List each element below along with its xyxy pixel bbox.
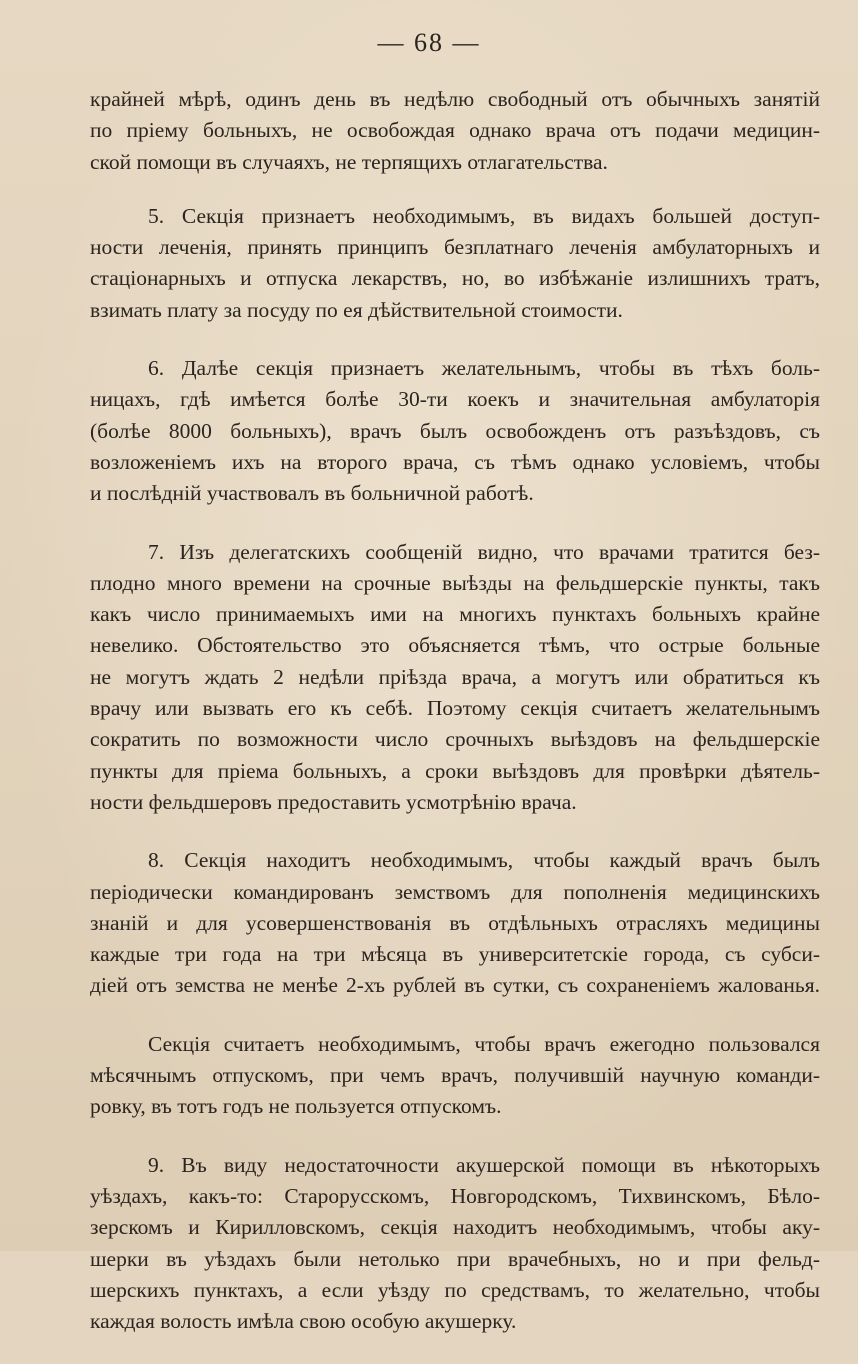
document-body — [90, 84, 820, 1364]
text-line: и послѣдній участвовалъ въ больничной работѣ. — [90, 481, 534, 506]
text-line: зерскомъ и Кирилловскомъ, секція находитъ необходимымъ, чтобы аку- — [90, 1215, 820, 1240]
paragraph-continuation — [90, 84, 820, 178]
text-line: діей отъ земства не менѣе 2-хъ рублей въ сутки, съ сохраненіемъ жалованья. — [90, 973, 820, 998]
text-line: 9. Въ виду недостаточности акушерской помощи въ нѣкоторыхъ — [148, 1152, 820, 1177]
text-line: невелико. Обстоятельство это объясняется тѣмъ, что острые больные — [90, 633, 820, 658]
text-line: не могутъ ждать 2 недѣли пріѣзда врача, а могутъ или обратиться къ — [90, 664, 820, 689]
text-line: мѣсячнымъ отпускомъ, при чемъ врачъ, получившій научную команди- — [90, 1063, 820, 1088]
text-line: плодно много времени на срочные выѣзды на фельдшерскіе пункты, такъ — [90, 570, 820, 595]
text-line: шерки въ уѣздахъ были нетолько при врачебныхъ, но и при фельд- — [90, 1246, 820, 1271]
text-line: періодически командированъ земствомъ для пополненія медицинскихъ — [90, 879, 820, 904]
text-line: 5. Секція признаетъ необходимымъ, въ видахъ большей доступ- — [148, 203, 820, 228]
text-line: ской помощи въ случаяхъ, не терпящихъ отлагательства. — [90, 149, 608, 174]
text-line: сократить по возможности число срочныхъ выѣздовъ на фельдшерскіе — [90, 727, 820, 752]
text-line: взимать плату за посуду по ея дѣйствительной стоимости. — [90, 297, 623, 322]
text-line: пункты для пріема больныхъ, а сроки выѣздовъ для провѣрки дѣятель- — [90, 758, 820, 783]
paragraph-9 — [90, 1150, 820, 1338]
text-line: 6. Далѣе секція признаетъ желательнымъ, чтобы въ тѣхъ боль- — [148, 356, 820, 381]
text-line: каждая волость имѣла свою особую акушерку. — [90, 1309, 517, 1334]
text-line: врачу или вызвать его къ себѣ. Поэтому секція считаетъ желательнымъ — [90, 696, 820, 721]
paragraph-8-addendum — [90, 1029, 820, 1123]
text-line: какъ число принимаемыхъ ими на многихъ пунктахъ больныхъ крайне — [90, 602, 820, 627]
text-line: каждые три года на три мѣсяца въ университетскіе города, съ субси- — [90, 942, 820, 967]
text-line: крайней мѣрѣ, одинъ день въ недѣлю свободный отъ обычныхъ занятій — [90, 87, 820, 111]
text-line: ровку, въ тотъ годъ не пользуется отпускомъ. — [90, 1094, 502, 1119]
text-line: (болѣе 8000 больныхъ), врачъ былъ освобожденъ отъ разъѣздовъ, съ — [90, 418, 820, 443]
paragraph-8 — [90, 845, 820, 1001]
text-line: 8. Секція находитъ необходимымъ, чтобы каждый врачъ былъ — [148, 848, 820, 873]
text-line: знаній и для усовершенствованія въ отдѣльныхъ отрасляхъ медицины — [90, 910, 820, 935]
text-line: ницахъ, гдѣ имѣется болѣе 30-ти коекъ и значительная амбулаторія — [90, 387, 820, 412]
text-line: стаціонарныхъ и отпуска лекарствъ, но, во избѣжаніе излишнихъ тратъ, — [90, 266, 820, 291]
paragraph-7 — [90, 537, 820, 819]
paragraph-6 — [90, 353, 820, 509]
text-line: возложеніемъ ихъ на второго врача, съ тѣмъ однако условіемъ, чтобы — [90, 449, 820, 474]
text-line: ности леченія, принять принципъ безплатнаго леченія амбулаторныхъ и — [90, 235, 820, 260]
text-line: Секція считаетъ необходимымъ, чтобы врачъ ежегодно пользовался — [148, 1031, 820, 1056]
paragraph-5 — [90, 201, 820, 326]
text-line: ности фельдшеровъ предоставить усмотрѣнію врача. — [90, 789, 577, 814]
text-line: по пріему больныхъ, не освобождая однако врача отъ подачи медицин- — [90, 118, 820, 143]
text-line: шерскихъ пунктахъ, а если уѣзду по средствамъ, то желательно, чтобы — [90, 1277, 820, 1302]
page-number: — 68 — — [377, 28, 481, 57]
text-line: 7. Изъ делегатскихъ сообщеній видно, что врачами тратится без- — [148, 539, 820, 564]
text-line: уѣздахъ, какъ-то: Старорусскомъ, Новгородскомъ, Тихвинскомъ, Бѣло- — [90, 1183, 820, 1208]
